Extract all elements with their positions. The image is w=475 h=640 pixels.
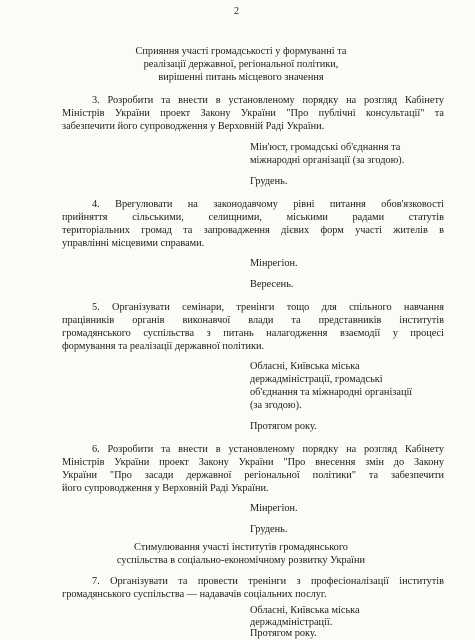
item-6-line: України "Про засади державної регіональної політики" та забезпечити [62, 470, 444, 481]
item-5-responsible: Обласні, Київська міська [250, 361, 360, 372]
item-5-responsible: (за згодою). [250, 400, 302, 411]
item-3-line: Міністрів України проект Закону України "Про публічні консультації" та [62, 108, 444, 119]
item-5-deadline: Протягом року. [250, 421, 317, 432]
section-heading-line: суспільства в соціально-економічному розвитку України [116, 555, 366, 566]
item-4-line: територіальних громад та запровадження дієвих форм участі жителів в [62, 225, 444, 236]
item-5-line: працівників органів виконавчої влади та представників інститутів [62, 315, 444, 326]
item-3-line: забезпечити його супроводження у Верховній Раді України. [62, 121, 325, 132]
section-heading-line: реалізації державної, регіональної політики, [143, 59, 339, 70]
item-7-responsible: держадміністрації. [250, 617, 333, 628]
item-4-line: 4. Врегулювати на законодавчому рівні питання обов'язковості [92, 199, 444, 210]
item-4-line: прийняття сільськими, селищними, міськими радами статутів [62, 212, 444, 223]
item-4-line: управлінні місцевими справами. [62, 238, 205, 249]
item-6-line: 6. Розробити та внести в установленому порядку на розгляд Кабінету [92, 444, 444, 455]
item-5-line: 5. Організувати семінари, тренінги тощо для спільного навчання [92, 302, 444, 313]
item-7-line: громадянського суспільства — надавачів соціальних послуг. [62, 589, 327, 600]
item-7-deadline: Протягом року. [250, 628, 317, 639]
item-3-deadline: Грудень. [250, 176, 288, 187]
item-3-responsible: міжнародні організації (за згодою). [250, 155, 405, 166]
item-3-responsible: Мін'юст, громадські об'єднання та [250, 142, 401, 153]
item-6-responsible: Мінрегіон. [250, 503, 298, 514]
item-5-responsible: держадміністрації, громадські [250, 374, 383, 385]
item-4-responsible: Мінрегіон. [250, 258, 298, 269]
item-5-line: формування та реалізації державної політики. [62, 341, 265, 352]
page-number: 2 [234, 6, 239, 17]
item-4-deadline: Вересень. [250, 279, 294, 290]
section-heading-line: Стимулювання участі інститутів громадянського [134, 542, 348, 553]
item-7-responsible: Обласні, Київська міська [250, 605, 360, 616]
section-heading-line: Сприяння участі громадськості у формуванні та [135, 46, 347, 57]
item-6-line: його супроводження у Верховній Раді України. [62, 483, 269, 494]
item-6-line: Міністрів України проект Закону України "Про внесення змін до Закону [62, 457, 444, 468]
section-heading-line: вирішенні питань місцевого значення [158, 72, 324, 83]
item-5-line: громадянського суспільства з питань налагодження взаємодії у процесі [62, 328, 444, 339]
item-6-deadline: Грудень. [250, 524, 288, 535]
item-5-responsible: об'єднання та міжнародні організації [250, 387, 413, 398]
item-3-line: 3. Розробити та внести в установленому порядку на розгляд Кабінету [92, 95, 444, 106]
item-7-line: 7. Організувати та провести тренінги з професіоналізації інститутів [92, 576, 444, 587]
